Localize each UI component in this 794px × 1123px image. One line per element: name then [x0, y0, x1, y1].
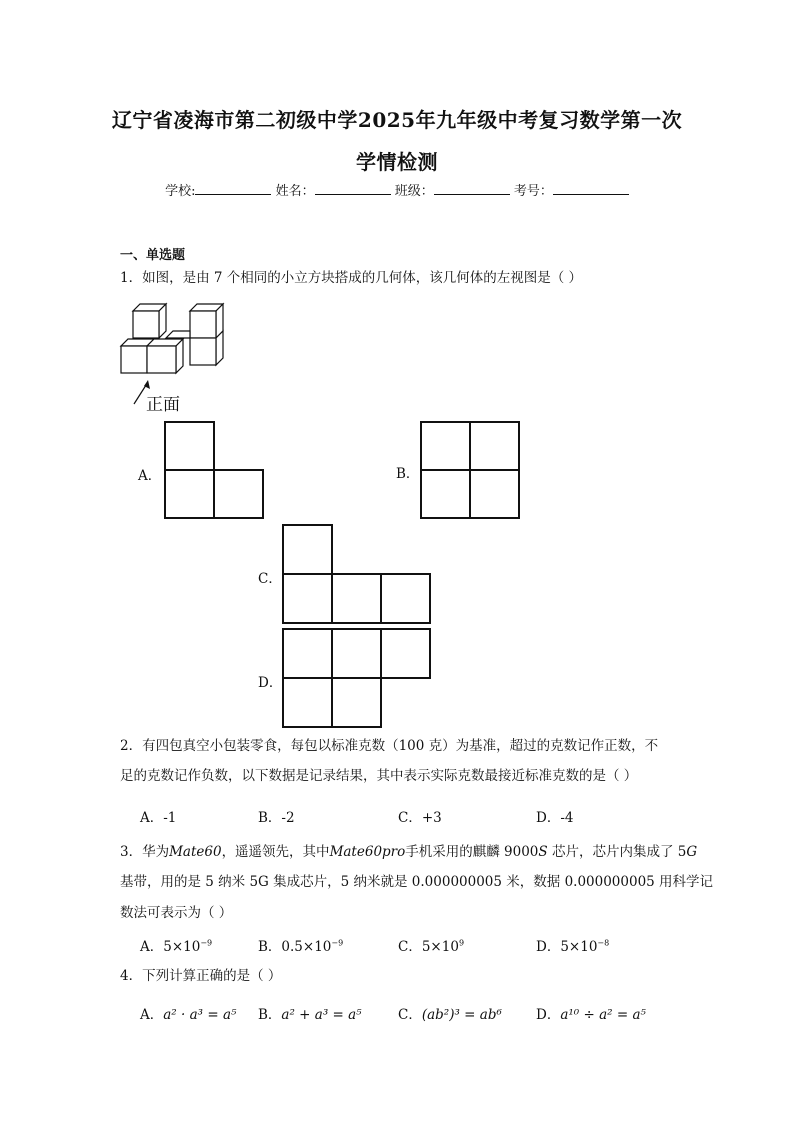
- name-blank: [315, 182, 391, 195]
- q4-option-a[interactable]: A．a² · a³ = a⁵: [140, 1007, 237, 1023]
- q3-text-3: 手机采用的麒麟 9000: [405, 844, 539, 860]
- q3-product-name-1: Mate60: [169, 844, 222, 860]
- front-view-label: 正面: [146, 395, 180, 415]
- q2-option-d[interactable]: D．-4: [536, 810, 574, 826]
- page-title-line1: 辽宁省凌海市第二初级中学2025年九年级中考复习数学第一次: [111, 108, 683, 132]
- q4-option-c[interactable]: C．(ab²)³ = ab⁶: [398, 1007, 502, 1023]
- q1-option-d-label[interactable]: D．: [258, 675, 283, 691]
- q3-text-4: 芯片，芯片内集成了 5: [547, 844, 687, 860]
- exam-number-label: 考号：: [513, 184, 553, 199]
- q3-product-name-2: Mate60pro: [329, 844, 406, 860]
- student-info-row: [0, 180, 794, 199]
- q1-option-d-figure[interactable]: [282, 628, 432, 729]
- q1-option-c-label[interactable]: C．: [258, 571, 282, 587]
- q2-option-a[interactable]: A．-1: [140, 810, 177, 826]
- class-label: 班级：: [394, 184, 434, 199]
- question-3-stem-line1: [120, 842, 697, 862]
- q1-option-a-label[interactable]: A．: [138, 468, 162, 484]
- page-title-line2: 学情检测: [356, 150, 438, 174]
- q3-option-a[interactable]: A．$5\times 10^{-9}$: [140, 938, 213, 955]
- exam-number-blank: [553, 182, 629, 195]
- school-blank: [195, 182, 271, 195]
- question-2-stem-line1: 2．有四包真空小包装零食，每包以标准克数（100 克）为基准，超过的克数记作正数，不: [120, 738, 659, 754]
- q3-5g-suffix: G: [686, 844, 698, 860]
- q2-option-b[interactable]: B．-2: [258, 810, 295, 826]
- q2-option-c[interactable]: C．+3: [398, 810, 442, 826]
- q1-option-b-label[interactable]: B．: [396, 466, 420, 482]
- q1-option-a-figure[interactable]: [164, 421, 265, 520]
- q3-chip-suffix: S: [538, 844, 548, 860]
- q1-option-b-figure[interactable]: [420, 421, 521, 520]
- q4-option-b[interactable]: B．a² + a³ = a⁵: [258, 1007, 362, 1023]
- q3-option-b[interactable]: B．$0.5\times 10^{-9}$: [258, 938, 344, 955]
- question-2-stem-line2: 足的克数记作负数，以下数据是记录结果，其中表示实际克数最接近标准克数的是（ ）: [120, 768, 638, 784]
- question-1-stem: 1．如图，是由 7 个相同的小立方块搭成的几何体，该几何体的左视图是（ ）: [120, 270, 583, 286]
- q1-option-c-figure[interactable]: [282, 524, 432, 625]
- question-3-stem-line3: 数法可表示为（ ）: [120, 905, 233, 921]
- q3-text-1: 3．华为: [120, 844, 170, 860]
- question-4-stem: 4．下列计算正确的是（ ）: [120, 968, 282, 984]
- q4-option-d[interactable]: D．a¹⁰ ÷ a² = a⁵: [536, 1007, 646, 1023]
- name-label: 姓名：: [275, 184, 315, 199]
- question-3-stem-line2: 基带，用的是 5 纳米 5G 集成芯片，5 纳米就是 0.000000005 米，数据 0.000000005 用科学记: [120, 874, 714, 890]
- q3-option-d[interactable]: D．$5\times 10^{-8}$: [536, 938, 610, 955]
- q3-text-2: ，遥遥领先，其中: [221, 844, 330, 860]
- section-heading: 一、单选题: [120, 248, 186, 263]
- q3-option-c[interactable]: C．$5\times 10^9$: [398, 938, 465, 955]
- class-blank: [434, 182, 510, 195]
- school-label: 学校:: [165, 184, 196, 199]
